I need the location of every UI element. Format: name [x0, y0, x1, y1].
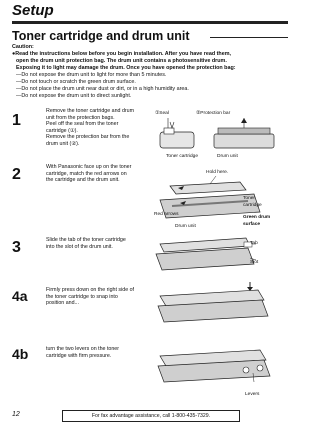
section-rule [210, 37, 288, 38]
label-cartridge: cartridge [243, 203, 262, 208]
step-text: Firmly press down on the right side of the toner cartridge to snap into position and... [46, 287, 135, 307]
page-number: 12 [12, 411, 20, 418]
header-rule [12, 21, 288, 24]
turn-levers-illustration [150, 342, 285, 387]
step-number: 4b [12, 346, 29, 362]
step-text: With Panasonic face up on the toner cartridge, match the red arrows on the cartridge and the drum unit. [46, 164, 132, 184]
caution-line: open the drum unit protection bag. The drum unit contains a photosensitive drum. [16, 58, 227, 64]
label-surface: surface [243, 222, 261, 227]
label-slot: Slot [250, 260, 259, 265]
toner-and-drum-illustration [148, 118, 288, 158]
label-tab: Tab [250, 241, 258, 246]
step-number: 3 [12, 239, 21, 256]
step-text: Slide the tab of the toner cartridge into the slot of the drum unit. [46, 237, 126, 250]
caution-line: —Do not expose the drum unit to light for more than 5 minutes. [16, 72, 167, 78]
caution-line: —Do not expose the drum unit to direct sunlight. [16, 93, 132, 99]
label-hold-here: Hold here. [206, 170, 229, 175]
section-title: Toner cartridge and drum unit [12, 29, 190, 43]
label-toner-cartridge: Toner cartridge [166, 154, 198, 159]
step-number: 4a [12, 288, 28, 304]
label-seal: ①Seal [155, 111, 169, 116]
caution-line: —Do not place the drum unit near dust or dirt, or in a high humidity area. [16, 86, 189, 92]
step-number: 2 [12, 166, 21, 183]
label-toner: Toner [243, 196, 255, 201]
caution-heading: Caution: [12, 44, 34, 50]
step-text: Remove the toner cartridge and drum unit from the protection bags. Peel off the seal from the toner cartridge (①). Remove the protection bar from the drum unit (②). [46, 108, 135, 147]
label-drum-unit: Drum unit [217, 154, 238, 159]
step-text: turn the two levers on the toner cartridge with firm pressure. [46, 346, 120, 359]
label-drum-unit-2: Drum unit [175, 224, 196, 229]
footer-assistance: For fax advantage assistance, call 1-800-435-7329. [62, 410, 240, 422]
caution-line: ●Read the instructions below before you begin installation. After you have read them, [12, 51, 232, 57]
label-levers: Levers [245, 392, 260, 397]
press-down-illustration [150, 282, 280, 322]
label-red-arrows: Red arrows [154, 212, 179, 217]
page-header-title: Setup [12, 2, 54, 19]
step-number: 1 [12, 112, 21, 129]
slide-tab-illustration [150, 232, 260, 272]
caution-line: —Do not touch or scratch the green drum surface. [16, 79, 136, 85]
label-protection-bar: ②Protection bar [196, 111, 231, 116]
label-green-drum: Green drum [243, 215, 271, 220]
caution-line: Exposing it to light may damage the drum. Once you have opened the protection bag: [16, 65, 236, 71]
